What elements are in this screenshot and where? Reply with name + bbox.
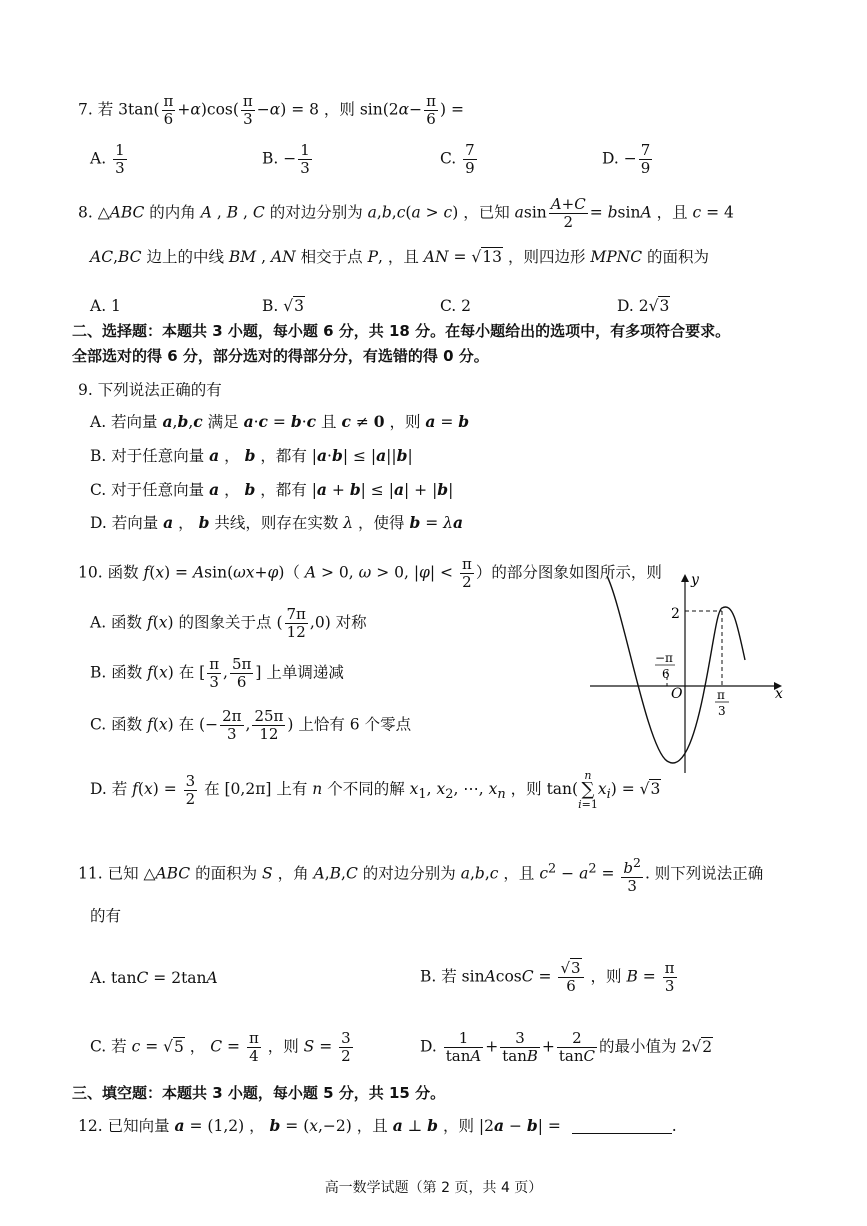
q9-option-b: B. 对于任意向量 a ， b ，都有 |a·b| ≤ |a||b| bbox=[90, 446, 413, 465]
graph-right-label: π bbox=[717, 688, 725, 702]
graph-left-label-den: 6 bbox=[662, 667, 670, 681]
graph-origin-label: O bbox=[671, 686, 683, 702]
q11-option-a: A. tanC = 2tanA bbox=[90, 969, 218, 987]
q11-option-d: D. $\frac{1}{\tan A}$ + $\frac{3}{\tan B}$ + $\frac{2}{\tan C}$ 的最小值为 2√2 bbox=[420, 1029, 713, 1065]
q8-option-c: C. 2 bbox=[440, 297, 472, 315]
q7-option-d: D. − $\frac{7}{9}$ bbox=[602, 141, 651, 177]
q10-stem: 10. 函数 f(x) = Asin(ωx+φ)（ A > 0, ω > 0, |φ| < $\frac{\pi}{2}$ ）的部分图象如图所示，则 bbox=[78, 555, 662, 591]
q10-sine-graph bbox=[585, 568, 795, 778]
graph-y-label: y bbox=[691, 572, 699, 588]
q12-stem: 12. 已知向量 a = (1,2) ， b = (x,−2) ，且 a ⊥ b ，则 |2a − b| = . bbox=[78, 1116, 677, 1135]
graph-y-arrow bbox=[681, 574, 689, 582]
q7-option-b: B. − $\frac{1}{3}$ bbox=[262, 141, 310, 177]
graph-x-label: x bbox=[775, 686, 783, 702]
q7-option-a: A. $\frac{1}{3}$ bbox=[90, 141, 125, 177]
q9-option-d: D. 若向量 a ， b 共线，则存在实数 λ ，使得 b = λa bbox=[90, 513, 464, 532]
section2-line2: 全部选对的得 6 分，部分选对的得部分分，有选错的得 0 分。 bbox=[72, 347, 489, 365]
q9-stem: 9. 下列说法正确的有 bbox=[78, 381, 222, 399]
page-footer: 高一数学试题（第 2 页，共 4 页） bbox=[324, 1180, 543, 1196]
q8-stem-line2: AC,BC 边上的中线 BM , AN 相交于点 P, ，且 AN = √13 ，则四边形 MPNC 的面积为 bbox=[90, 248, 710, 266]
q7-stem: 7. 若 3tan( $\frac{\pi}{6}$ +α)cos( $\frac{\pi}{3}$ −α) = 8 ，则 sin(2α− $\frac{\pi}{6}$ ) = bbox=[78, 92, 464, 128]
q7-option-c: C. $\frac{7}{9}$ bbox=[440, 141, 475, 177]
section3-line1: 三、填空题：本题共 3 小题，每小题 5 分，共 15 分。 bbox=[72, 1084, 446, 1102]
graph-right-label-den: 3 bbox=[718, 704, 726, 718]
q10-option-a: A. 函数 f(x) 的图象关于点 ( $\frac{7\pi}{12}$ ,0) 对称 bbox=[90, 605, 367, 641]
q10-option-d: D. 若 f(x) = $\frac{3}{2}$ 在 [0,2π] 上有 n 个不同的解 $x_1$, $x_2$, ⋯, $x_n$ ，则 tan(n ∑ $i=1x_i) = √3$ bbox=[90, 769, 661, 811]
q8-stem-line1: 8. △ABC 的内角 A , B , C 的对边分别为 a,b,c(a > c) ，已知 asin $\frac{A+C}{2}$ = bsinA ，且 c = 4 bbox=[78, 195, 734, 231]
q9-option-a: A. 若向量 a,b,c 满足 a·c = b·c 且 c ≠ 0 ，则 a = b bbox=[90, 412, 470, 431]
q8-option-a: A. 1 bbox=[90, 297, 121, 315]
section2-line1: 二、选择题：本题共 3 小题，每小题 6 分，共 18 分。在每小题给出的选项中，有多项符合要求。 bbox=[72, 322, 731, 340]
q10-option-c: C. 函数 f(x) 在 (− $\frac{2\pi}{3}$ , $\frac{25\pi}{12}$ ) 上恰有 6 个零点 bbox=[90, 707, 412, 743]
q8-option-d: D. 2√3 bbox=[617, 297, 670, 315]
q11-stem-line1: 11. 已知 △ABC 的面积为 S ，角 A,B,C 的对边分别为 a,b,c ，且 $c^2 - a^2$ = $\frac{b^2}{3}$ . 则下列说法正确 bbox=[78, 855, 764, 895]
q11-option-b: B. 若 sinAcosC = $\frac{√3}{6}$ ，则 B = $\frac{\pi}{3}$ bbox=[420, 959, 675, 995]
q10-option-b: B. 函数 f(x) 在 [ $\frac{\pi}{3}$ , $\frac{5\pi}{6}$ ] 上单调递减 bbox=[90, 655, 344, 691]
q11-option-c: C. 若 c = √5 ， C = $\frac{\pi}{4}$ ，则 S = $\frac{3}{2}$ bbox=[90, 1029, 351, 1065]
graph-sine-curve bbox=[607, 576, 745, 763]
q9-option-c: C. 对于任意向量 a ， b ，都有 |a + b| ≤ |a| + |b| bbox=[90, 480, 454, 499]
graph-left-label: −π bbox=[655, 651, 673, 665]
q11-stem-line2: 的有 bbox=[90, 907, 122, 925]
q12-answer-blank[interactable] bbox=[572, 1133, 672, 1134]
graph-max-label: 2 bbox=[671, 606, 680, 622]
q8-option-b: B. √3 bbox=[262, 297, 304, 315]
